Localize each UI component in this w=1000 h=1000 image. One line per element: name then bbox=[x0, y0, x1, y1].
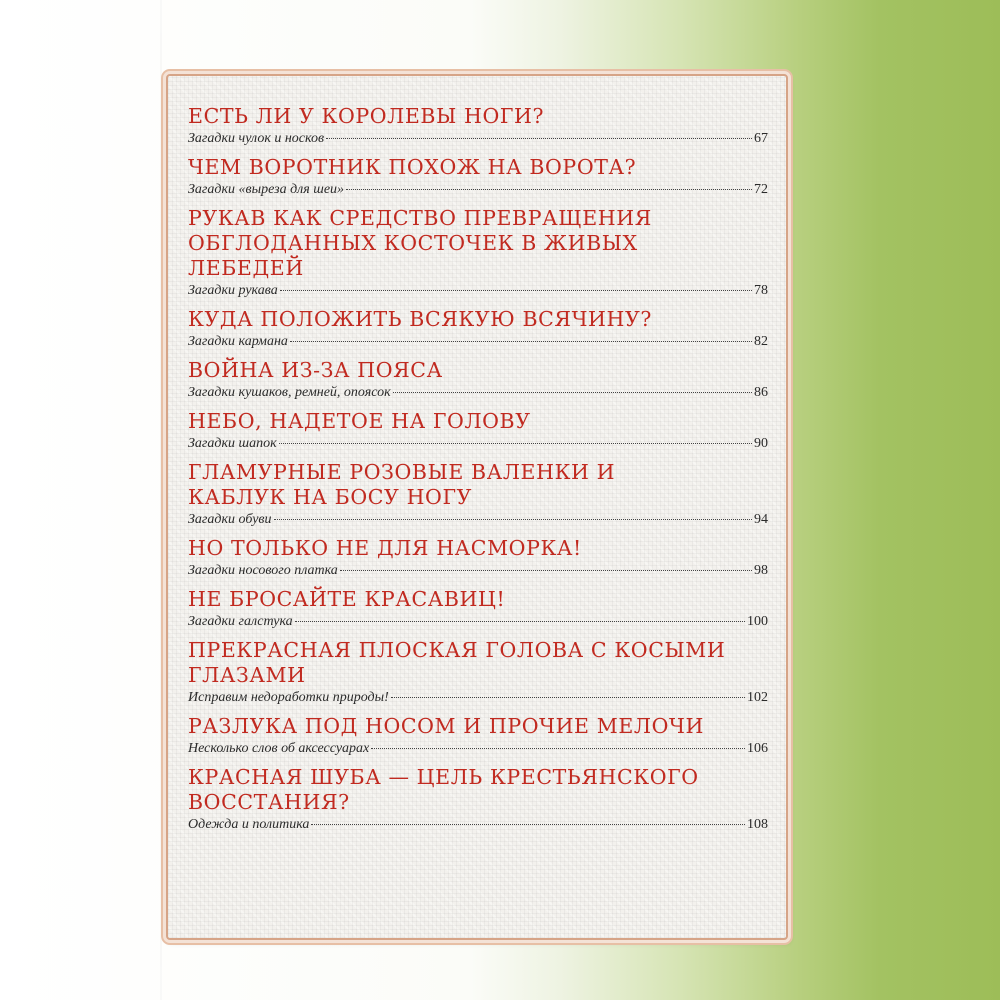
toc-entry-subtitle: Одежда и политика bbox=[188, 817, 310, 832]
toc-entry-page: 78 bbox=[754, 283, 768, 298]
toc-entry-title: КРАСНАЯ ШУБА — ЦЕЛЬ КРЕСТЬЯНСКОГО ВОССТАНИЯ? bbox=[188, 765, 699, 814]
dot-leader bbox=[279, 442, 752, 444]
toc-entry-line bbox=[188, 511, 768, 529]
table-of-contents bbox=[188, 104, 768, 834]
toc-entry-line bbox=[188, 613, 768, 631]
toc-entry-page: 82 bbox=[754, 334, 768, 349]
page-edge bbox=[160, 0, 162, 1000]
toc-entry-title: ЧЕМ ВОРОТНИК ПОХОЖ НА ВОРОТА? bbox=[188, 155, 637, 179]
toc-entry-page: 102 bbox=[747, 690, 768, 705]
toc-entry[interactable] bbox=[188, 460, 768, 529]
toc-entry[interactable] bbox=[188, 409, 768, 453]
toc-entry-page: 108 bbox=[747, 817, 768, 832]
toc-entry-line bbox=[188, 816, 768, 834]
toc-entry-title: РАЗЛУКА ПОД НОСОМ И ПРОЧИЕ МЕЛОЧИ bbox=[188, 714, 704, 738]
toc-entry-subtitle: Исправим недоработки природы! bbox=[188, 690, 389, 705]
dot-leader bbox=[311, 823, 745, 825]
toc-entry-subtitle: Несколько слов об аксессуарах bbox=[188, 741, 370, 756]
toc-entry-line bbox=[188, 282, 768, 300]
toc-entry-page: 86 bbox=[754, 385, 768, 400]
toc-entry-line bbox=[188, 384, 768, 402]
toc-panel bbox=[166, 74, 788, 940]
toc-entry-subtitle: Загадки «выреза для шеи» bbox=[188, 182, 345, 197]
toc-entry-title: РУКАВ КАК СРЕДСТВО ПРЕВРАЩЕНИЯ ОБГЛОДАННЫХ КОСТОЧЕК В ЖИВЫХ ЛЕБЕДЕЙ bbox=[188, 206, 652, 280]
toc-entry-subtitle: Загадки чулок и носков bbox=[188, 131, 325, 146]
toc-entry[interactable] bbox=[188, 155, 768, 199]
toc-entry-line bbox=[188, 181, 768, 199]
dot-leader bbox=[346, 188, 752, 190]
toc-entry-line bbox=[188, 689, 768, 707]
toc-entry-subtitle: Загадки обуви bbox=[188, 512, 272, 527]
toc-entry[interactable] bbox=[188, 587, 768, 631]
toc-entry-title: КУДА ПОЛОЖИТЬ ВСЯКУЮ ВСЯЧИНУ? bbox=[188, 307, 652, 331]
toc-entry[interactable] bbox=[188, 714, 768, 758]
toc-entry-line bbox=[188, 333, 768, 351]
toc-entry-line bbox=[188, 562, 768, 580]
toc-entry-subtitle: Загадки кармана bbox=[188, 334, 288, 349]
toc-entry[interactable] bbox=[188, 206, 768, 300]
toc-entry-title: ПРЕКРАСНАЯ ПЛОСКАЯ ГОЛОВА С КОСЫМИ ГЛАЗАМИ bbox=[188, 638, 726, 687]
toc-entry-page: 106 bbox=[747, 741, 768, 756]
dot-leader bbox=[340, 569, 752, 571]
toc-entry-page: 90 bbox=[754, 436, 768, 451]
toc-entry-title: НЕБО, НАДЕТОЕ НА ГОЛОВУ bbox=[188, 409, 531, 433]
toc-entry[interactable] bbox=[188, 358, 768, 402]
dot-leader bbox=[274, 518, 753, 520]
toc-entry[interactable] bbox=[188, 638, 768, 707]
toc-entry[interactable] bbox=[188, 536, 768, 580]
toc-entry[interactable] bbox=[188, 765, 768, 834]
toc-entry-subtitle: Загадки кушаков, ремней, опоясок bbox=[188, 385, 391, 400]
toc-entry-title: НЕ БРОСАЙТЕ КРАСАВИЦ! bbox=[188, 587, 506, 611]
toc-entry-line bbox=[188, 435, 768, 453]
toc-entry-title: ЕСТЬ ЛИ У КОРОЛЕВЫ НОГИ? bbox=[188, 104, 545, 128]
dot-leader bbox=[326, 137, 752, 139]
toc-entry-subtitle: Загадки шапок bbox=[188, 436, 277, 451]
toc-entry-subtitle: Загадки галстука bbox=[188, 614, 293, 629]
toc-entry-line bbox=[188, 740, 768, 758]
toc-entry-page: 100 bbox=[747, 614, 768, 629]
toc-entry[interactable] bbox=[188, 104, 768, 148]
dot-leader bbox=[393, 391, 752, 393]
toc-entry-title: ВОЙНА ИЗ-ЗА ПОЯСА bbox=[188, 358, 443, 382]
dot-leader bbox=[290, 340, 752, 342]
dot-leader bbox=[391, 696, 745, 698]
toc-entry-title: НО ТОЛЬКО НЕ ДЛЯ НАСМОРКА! bbox=[188, 536, 582, 560]
dot-leader bbox=[280, 289, 752, 291]
toc-entry-subtitle: Загадки рукава bbox=[188, 283, 278, 298]
toc-entry-page: 72 bbox=[754, 182, 768, 197]
toc-entry-line bbox=[188, 130, 768, 148]
toc-entry-page: 98 bbox=[754, 563, 768, 578]
toc-entry-page: 67 bbox=[754, 131, 768, 146]
toc-entry[interactable] bbox=[188, 307, 768, 351]
toc-entry-title: ГЛАМУРНЫЕ РОЗОВЫЕ ВАЛЕНКИ И КАБЛУК НА БОСУ НОГУ bbox=[188, 460, 616, 509]
dot-leader bbox=[295, 620, 745, 622]
toc-entry-subtitle: Загадки носового платка bbox=[188, 563, 338, 578]
toc-entry-page: 94 bbox=[754, 512, 768, 527]
dot-leader bbox=[371, 747, 745, 749]
